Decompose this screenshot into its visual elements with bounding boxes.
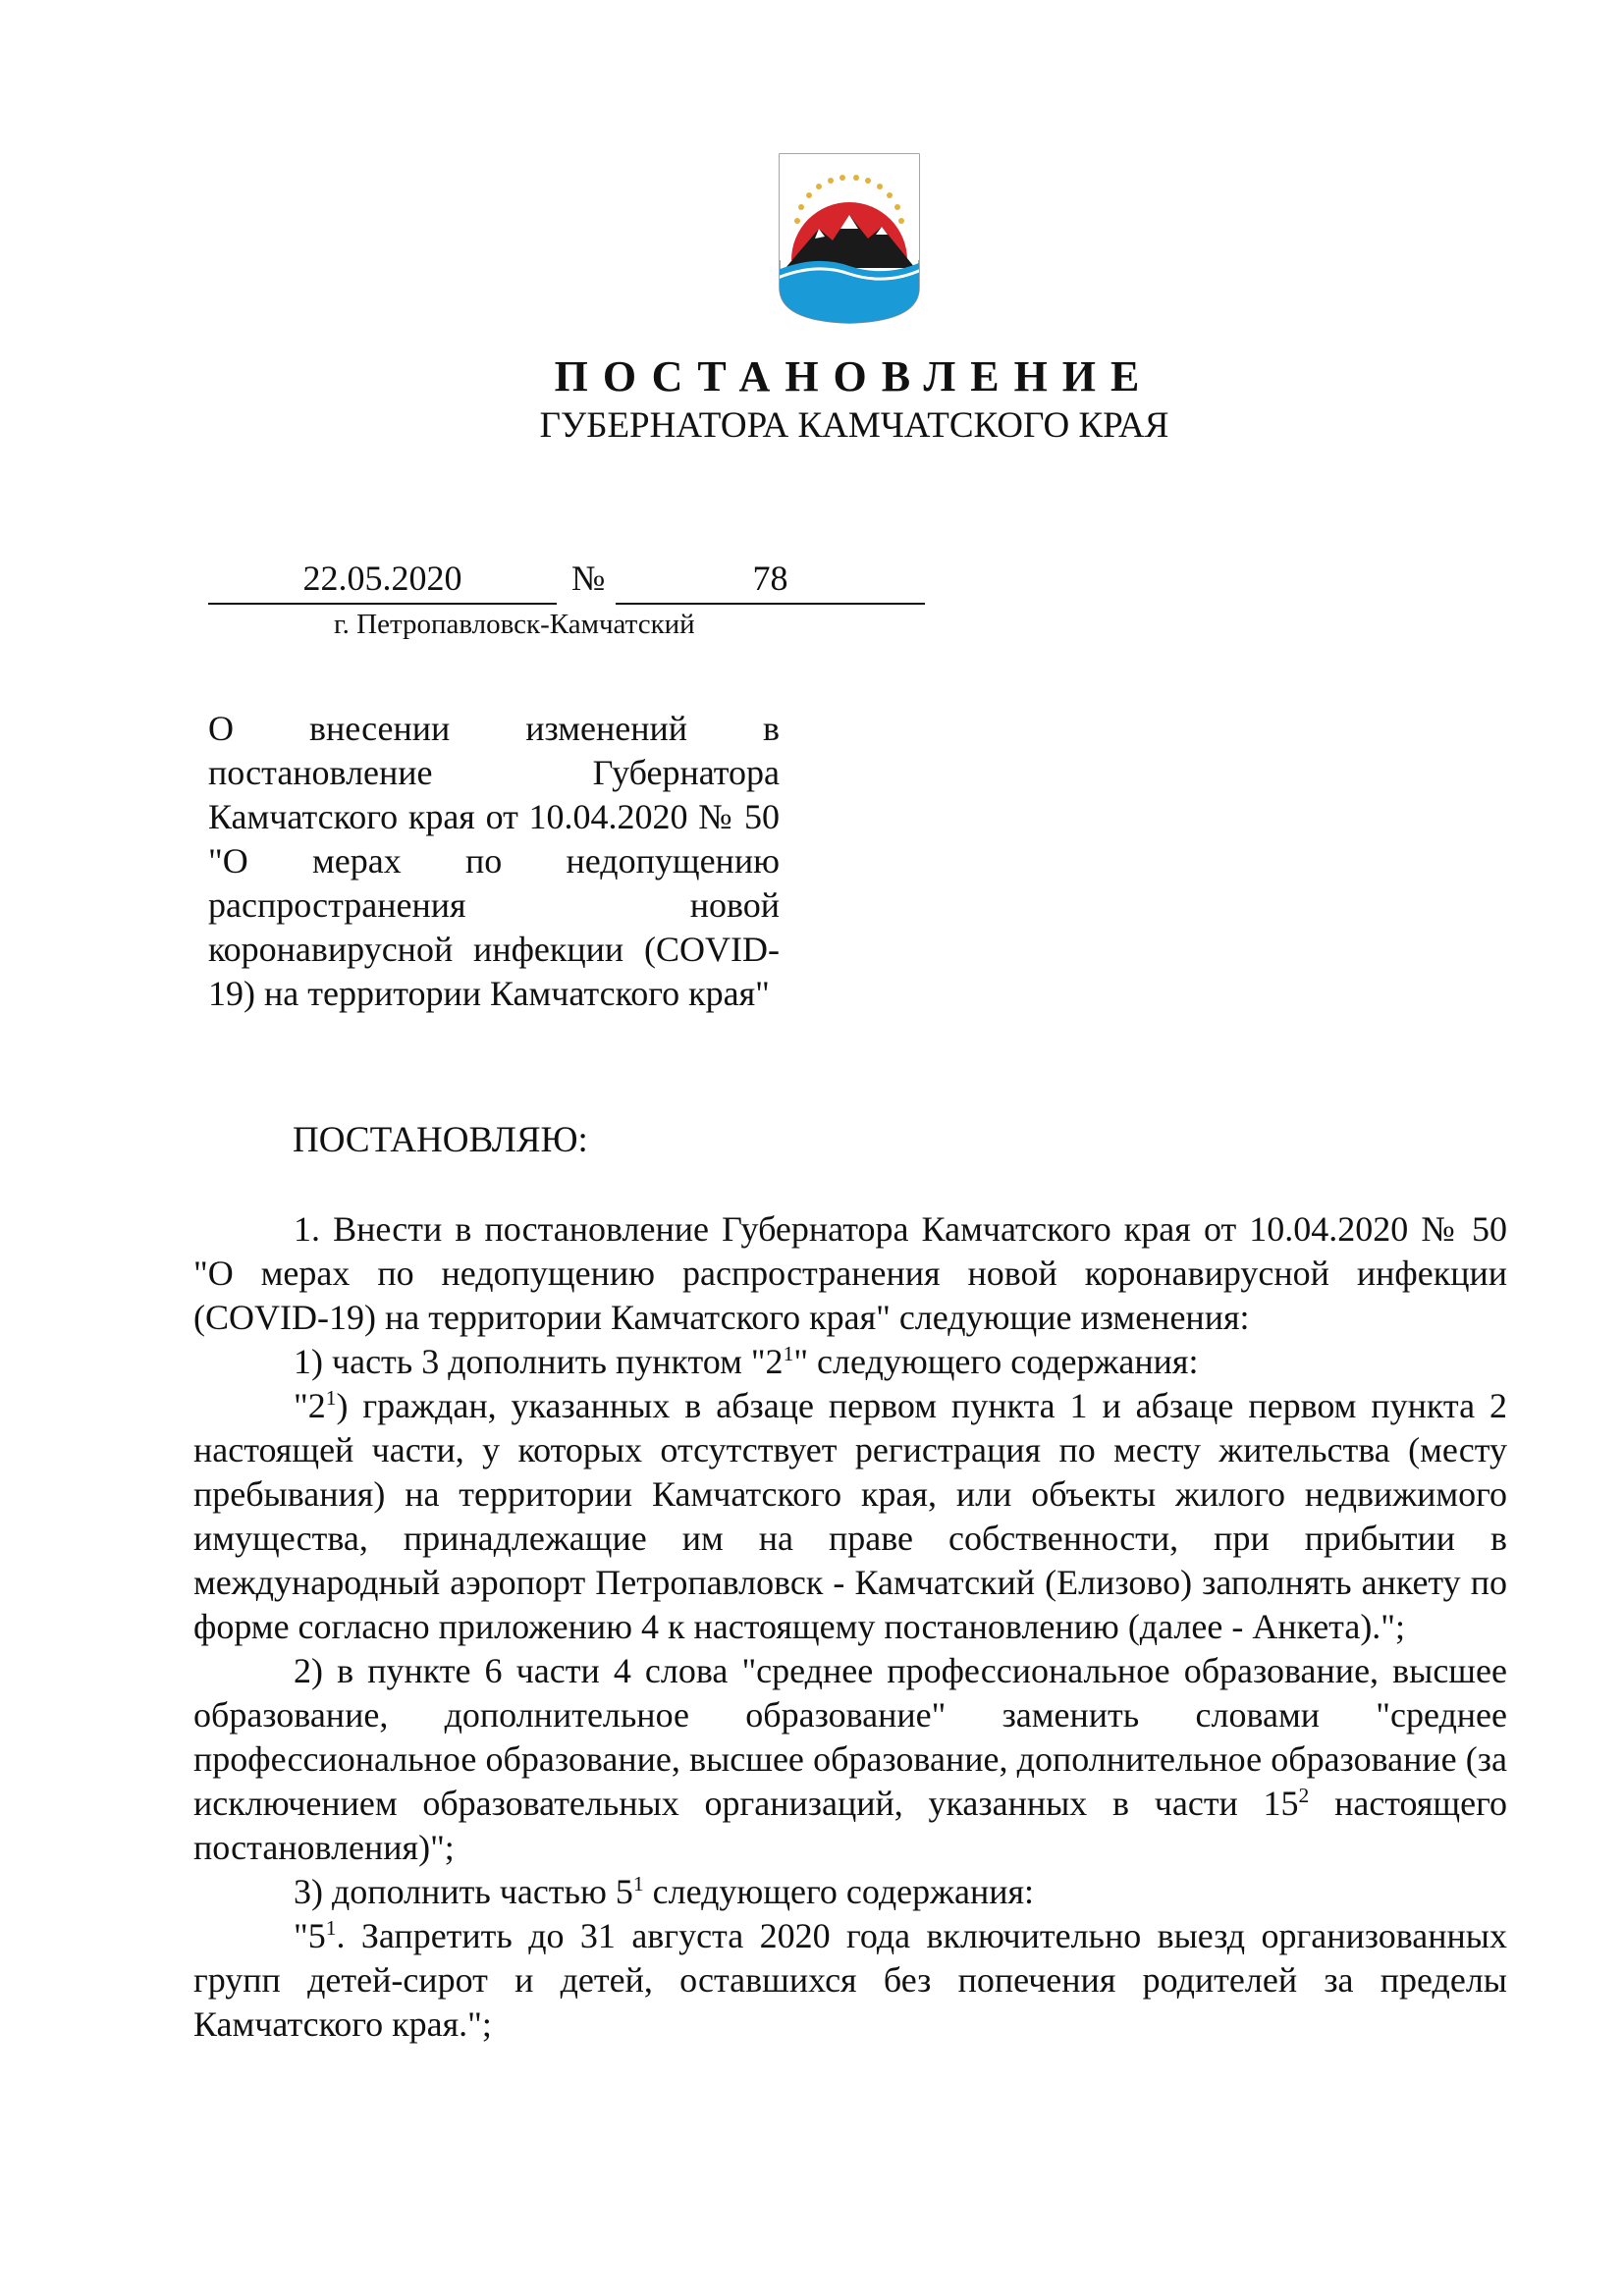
paragraph-3: "$2^1$) граждан, указанных в абзаце первом пункта 1 и абзаце первом пункта 2 настоящей части, у которых отсутствует регистрация по месту жительства (месту пребывания) на территории Камчатского края, или объекты жилого недвижимого имущества, принадлежащие им на праве собственности, при прибытии в международный аэропорт Петропавловск - Камчатский (Елизово) заполнять анкету по форме согласно приложению 4 к настоящему постановлению (далее - Анкета)."; — [193, 1386, 1507, 1646]
kamchatka-coat-of-arms-icon — [778, 152, 921, 325]
number-sign: № — [571, 559, 606, 598]
document-number: 78 — [616, 558, 925, 605]
document-subject: О внесении изменений в постановление Губернатора Камчатского края от 10.04.2020 № 50 "О мерах по недопущению распространения новой коронавирусной инфекции (COVID-19) на территории Камчатского края" — [208, 709, 780, 1013]
document-body — [193, 1207, 1507, 2047]
paragraph-1: 1. Внести в постановление Губернатора Камчатского края от 10.04.2020 № 50 "О мерах по недопущению распространения новой коронавирусной инфекции (COVID-19) на территории Камчатского края" следующие изменения: — [193, 1209, 1507, 1337]
document-date: 22.05.2020 — [208, 558, 557, 605]
paragraph-2: 1) часть 3 дополнить пунктом "$2^1$" следующего содержания: — [294, 1342, 1199, 1381]
document-title: ПОСТАНОВЛЕНИЕ — [554, 352, 1155, 400]
paragraph-4: 2) в пункте 6 части 4 слова "среднее профессиональное образование, высшее образование, дополнительное образование" заменить словами "среднее профессиональное образование, высшее образование, дополнительное образование (за исключением образовательных организаций, указанных в части $15^2$ настоящего постановления)"; — [193, 1651, 1507, 1867]
paragraph-6: "$5^1$. Запретить до 31 августа 2020 года включительно выезд организованных групп детей-сирот и детей, оставшихся без попечения родителей за пределы Камчатского края."; — [193, 1916, 1507, 2044]
document-place: г. Петропавловск-Камчатский — [334, 609, 695, 640]
paragraph-5: 3) дополнить частью $5^1$ следующего содержания: — [294, 1872, 1035, 1911]
document-subtitle: ГУБЕРНАТОРА КАМЧАТСКОГО КРАЯ — [539, 405, 1169, 446]
decree-word: ПОСТАНОВЛЯЮ: — [293, 1120, 588, 1160]
